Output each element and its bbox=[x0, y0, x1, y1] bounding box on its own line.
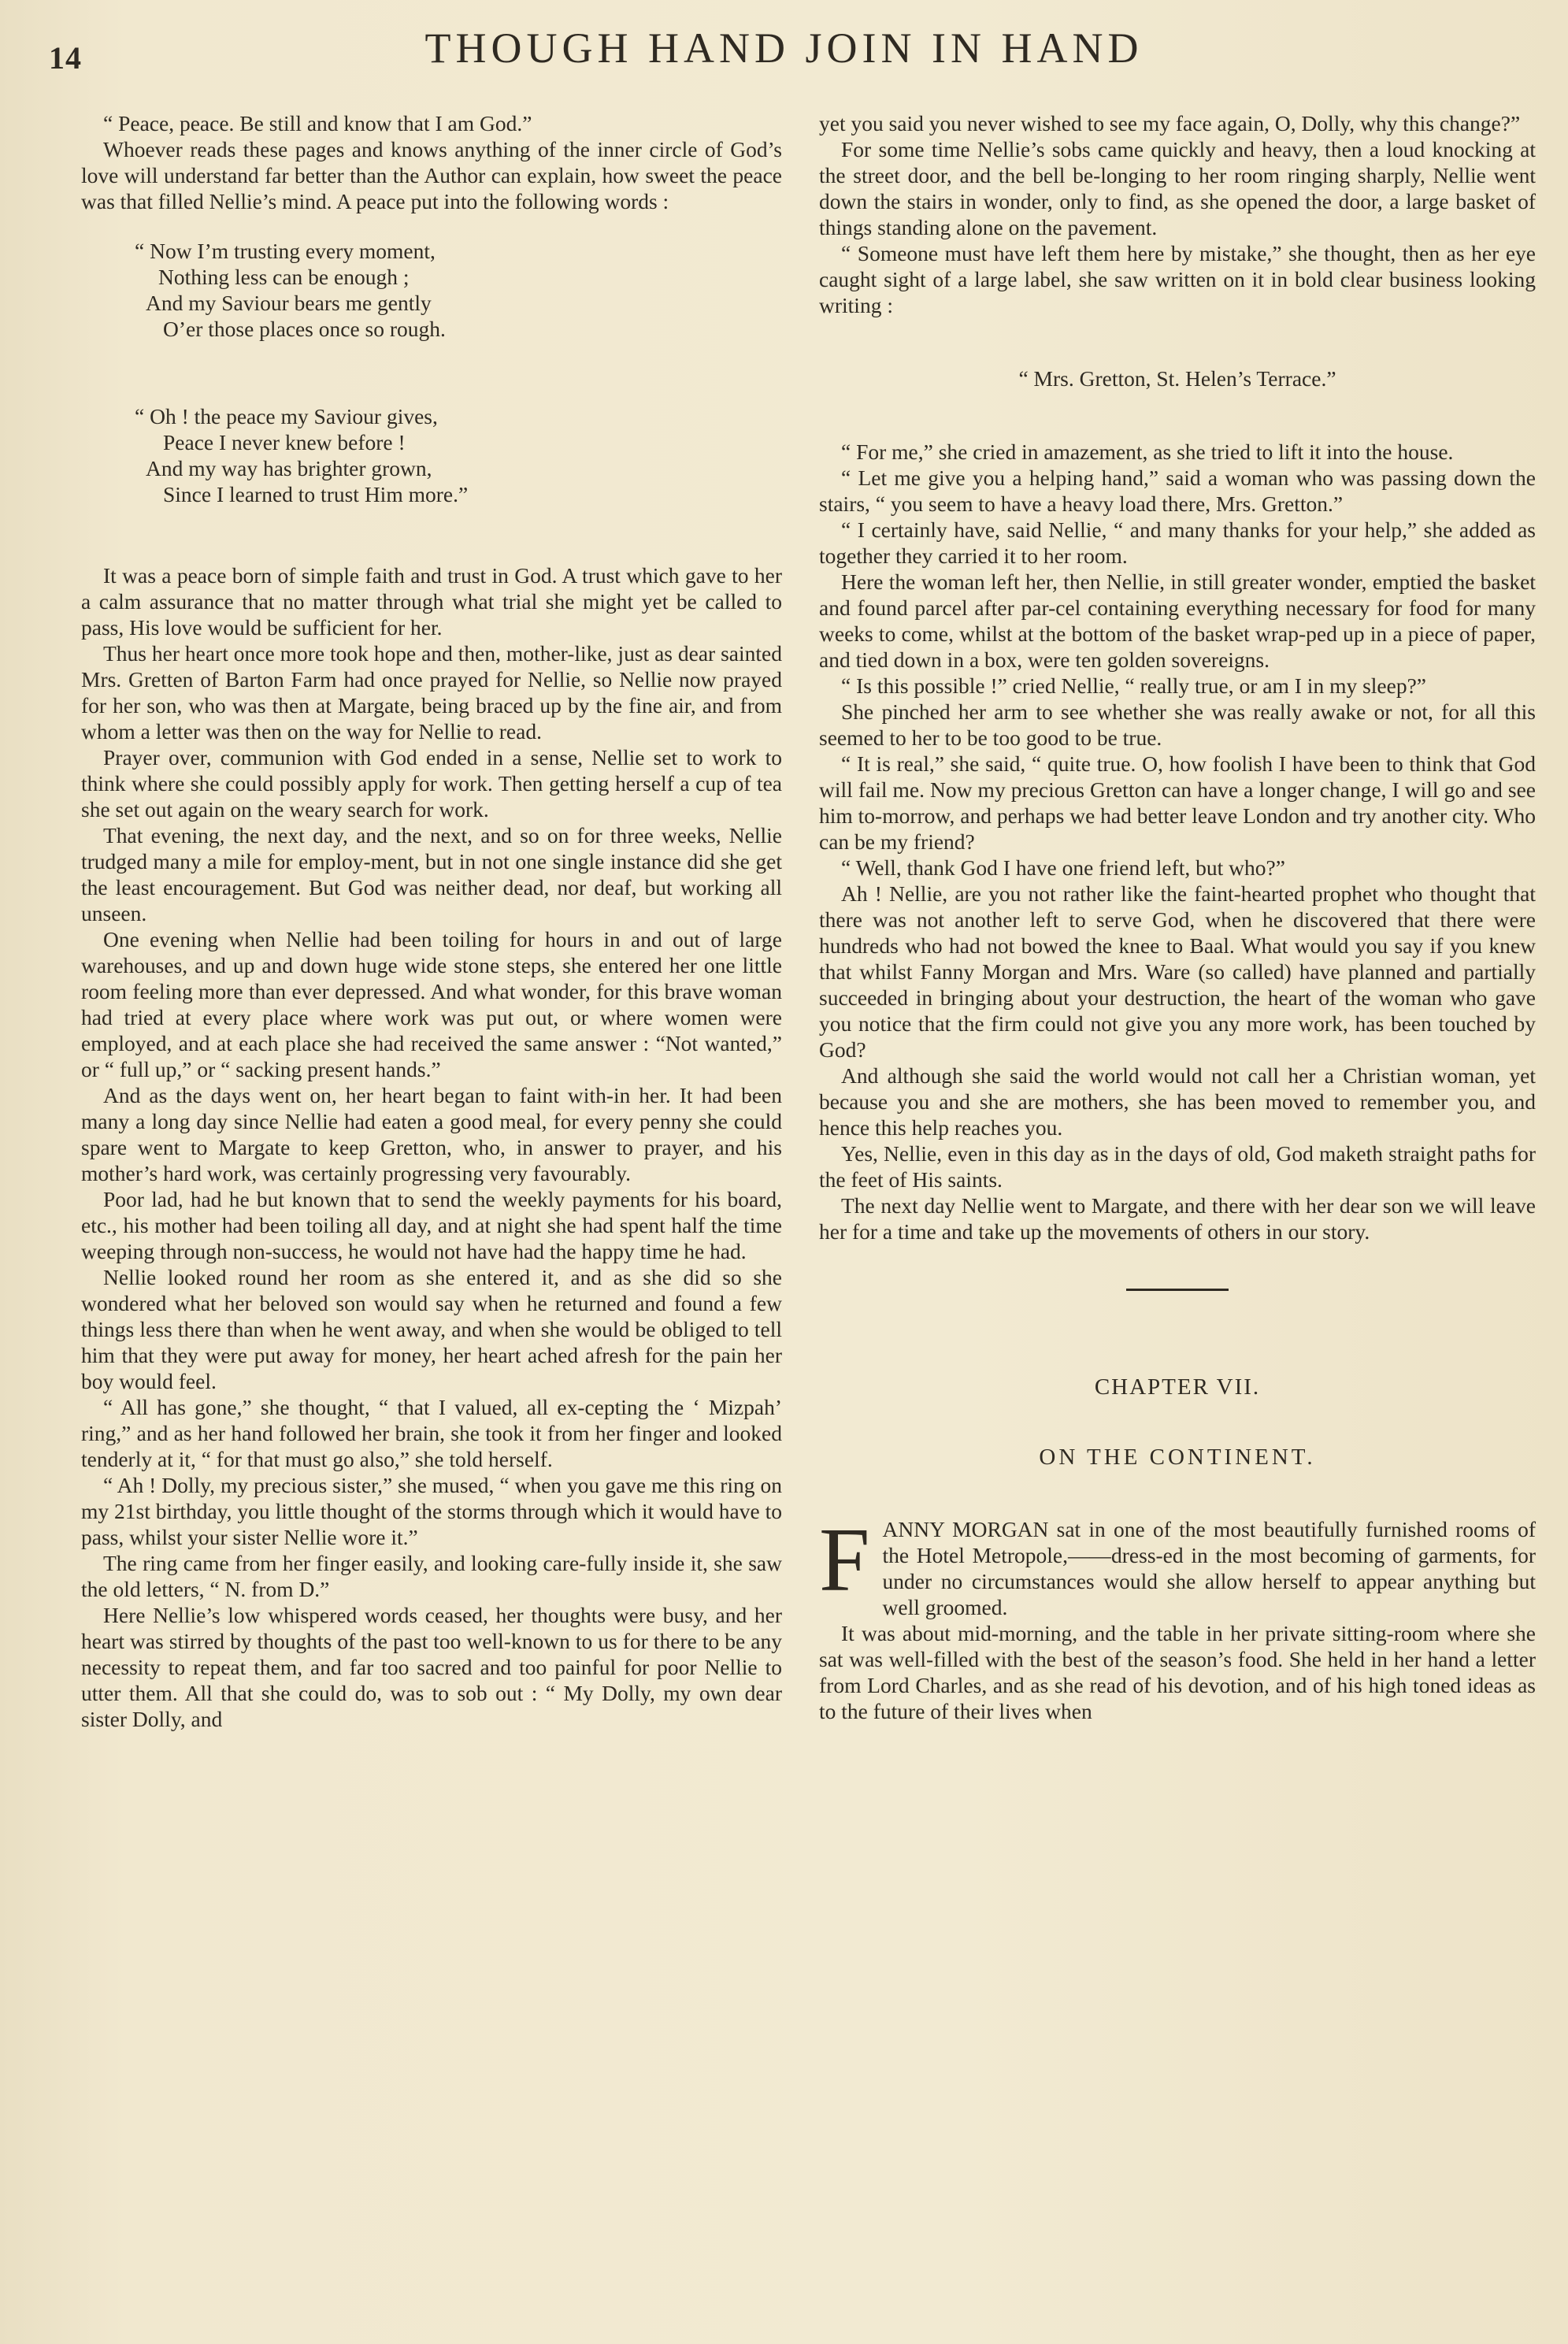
paragraph: Yes, Nellie, even in this day as in the days of old, God maketh straight paths for the feet of His saints. bbox=[819, 1141, 1536, 1192]
paragraph: Here the woman left her, then Nellie, in still greater wonder, emptied the basket and found parcel after par-cel containing everything necessary for food for many weeks to come, whilst at the bottom of the basket wrap-ped up in a piece of paper, and tied down in a box, were ten golden sovereigns. bbox=[819, 569, 1536, 672]
poem-line: “ Oh ! the peace my Saviour gives, bbox=[135, 404, 438, 428]
paragraph: yet you said you never wished to see my face again, O, Dolly, why this change?” bbox=[819, 111, 1521, 135]
paragraph: Thus her heart once more took hope and then, mother-like, just as dear sainted Mrs. Gretten of Barton Farm had once prayed for Nellie, so Nellie now prayed for her son, who was then at Margate, being braced up by the fine air, and from whom a letter was then on the way for Nellie to read. bbox=[81, 641, 782, 744]
paragraph: The next day Nellie went to Margate, and there with her dear son we will leave her for a time and take up the movements of others in our story. bbox=[819, 1193, 1536, 1244]
poem-stanza bbox=[135, 238, 782, 342]
paragraph: “ Let me give you a helping hand,” said a woman who was passing down the stairs, “ you seem to have a heavy load there, Mrs. Gretton.” bbox=[819, 465, 1536, 516]
left-column bbox=[81, 110, 782, 1732]
paragraph: She pinched her arm to see whether she was really awake or not, for all this seemed to her to be too good to be true. bbox=[819, 699, 1536, 750]
paragraph: Prayer over, communion with God ended in a sense, Nellie set to work to think where she could possibly apply for work. Then getting herself a cup of tea she set out again on the weary search for work. bbox=[81, 745, 782, 822]
poem-line: And my way has brighter grown, bbox=[146, 456, 432, 480]
paragraph: Poor lad, had he but known that to send the weekly payments for his board, etc., his mother had been toiling all day, and at night she had spent half the time weeping through non-success, he would not have had the happy time he had. bbox=[81, 1187, 782, 1263]
poem-stanza bbox=[135, 403, 782, 507]
paragraph: It was about mid-morning, and the table in her private sitting-room where she sat was well-filled with the best of the season’s food. She held in her hand a letter from Lord Charles, and as she read of his devotion, and of his high toned ideas as to the future of their lives when bbox=[819, 1621, 1536, 1723]
poem-line: Nothing less can be enough ; bbox=[158, 265, 410, 289]
poem-line: And my Saviour bears me gently bbox=[146, 291, 432, 315]
paragraph-text: ANNY MORGAN sat in one of the most beautifully furnished rooms of the Hotel Metropole,——dress-ed in the most becoming of garments, for under no circumstances would she allow herself to appear anything but well groomed. bbox=[882, 1517, 1536, 1619]
paragraph: “ All has gone,” she thought, “ that I valued, all ex-cepting the ‘ Mizpah’ ring,” and as her hand followed her brain, she took it from her finger and looked tenderly at it, “ for that must go also,” she told herself. bbox=[81, 1395, 782, 1471]
running-title: THOUGH HAND JOIN IN HAND bbox=[424, 24, 1144, 72]
paragraph: “ It is real,” she said, “ quite true. O, how foolish I have been to think that God will fail me. Now my precious Gretton can have a longer change, I will go and see him to-morrow, and perhaps we had better leave London and try another city. Who can be my friend? bbox=[819, 751, 1536, 854]
chapter-subtitle: ON THE CONTINENT. bbox=[1039, 1445, 1316, 1470]
poem-line: Peace I never knew before ! bbox=[163, 430, 406, 454]
section-divider bbox=[1126, 1289, 1229, 1291]
paragraph: Here Nellie’s low whispered words ceased, her thoughts were busy, and her heart was stirred by thoughts of the past too well-known to us for there to be any necessity to repeat them, and far too sacred and too painful for poor Nellie to utter them. All that she could do, was to sob out : “ My Dolly, my own dear sister Dolly, and bbox=[81, 1603, 782, 1731]
poem-line: Since I learned to trust Him more.” bbox=[163, 482, 469, 506]
paragraph: “ Peace, peace. Be still and know that I am God.” bbox=[103, 111, 532, 135]
paragraph: Nellie looked round her room as she entered it, and as she did so she wondered what her beloved son would say when he returned and found a few things less there than when he went away, and when she would be obliged to tell him that they were put away for money, her heart ached afresh for the pain her boy would feel. bbox=[81, 1265, 782, 1393]
paragraph: “ Someone must have left them here by mistake,” she thought, then as her eye caught sight of a large label, she saw written on it in bold clear business looking writing : bbox=[819, 241, 1536, 317]
chapter-opening-paragraph bbox=[819, 1510, 1536, 1620]
paragraph: Whoever reads these pages and knows anything of the inner circle of God’s love will understand far better than the Author can explain, how sweet the peace was that filled Nellie’s mind. A peace put into the following words : bbox=[81, 137, 782, 213]
drop-cap: F bbox=[819, 1510, 870, 1611]
paragraph: “ Ah ! Dolly, my precious sister,” she mused, “ when you gave me this ring on my 21st birthday, you little thought of the storms through which it would have to pass, whilst your sister Nellie wore it.” bbox=[81, 1473, 782, 1549]
paragraph: The ring came from her finger easily, and looking care-fully inside it, she saw the old letters, “ N. from D.” bbox=[81, 1551, 782, 1601]
paragraph: “ Is this possible !” cried Nellie, “ really true, or am I in my sleep?” bbox=[841, 673, 1426, 698]
paragraph: It was a peace born of simple faith and trust in God. A trust which gave to her a calm assurance that no matter through what trial she might yet be called to pass, His love would be sufficient for her. bbox=[81, 563, 782, 640]
label-address: “ Mrs. Gretton, St. Helen’s Terrace.” bbox=[1018, 366, 1336, 391]
poem-line: “ Now I’m trusting every moment, bbox=[135, 239, 436, 263]
page-number: 14 bbox=[49, 40, 82, 76]
right-column bbox=[819, 110, 1536, 1724]
paragraph: “ For me,” she cried in amazement, as she tried to lift it into the house. bbox=[841, 440, 1454, 464]
paragraph: “ I certainly have, said Nellie, “ and many thanks for your help,” she added as together they carried it to her room. bbox=[819, 517, 1536, 568]
paragraph: That evening, the next day, and the next, and so on for three weeks, Nellie trudged many a mile for employ-ment, but in not one single instance did she get the least encouragement. But God was neither dead, nor deaf, but working all unseen. bbox=[81, 823, 782, 925]
paragraph: For some time Nellie’s sobs came quickly and heavy, then a loud knocking at the street door, and the bell be-longing to her room ringing sharply, Nellie went down the stairs in wonder, only to find, as she opened the door, a large basket of things standing alone on the pavement. bbox=[819, 137, 1536, 239]
paragraph: Ah ! Nellie, are you not rather like the faint-hearted prophet who thought that there was not another left to serve God, when he discovered that there were hundreds who had not bowed the knee to Baal. What would you say if you knew that whilst Fanny Morgan and Mrs. Ware (so called) have planned and partially succeeded in bringing about your destruction, the heart of the woman who gave you notice that the firm could not give you any more work, has been touched by God? bbox=[819, 881, 1536, 1062]
paragraph: “ Well, thank God I have one friend left, but who?” bbox=[841, 855, 1285, 880]
paragraph: And as the days went on, her heart began to faint with-in her. It had been many a long day since Nellie had eaten a good meal, for every penny she could spare went to Margate to keep Gretton, who, in answer to prayer, and his mother’s hard work, was certainly progressing very favourably. bbox=[81, 1083, 782, 1185]
paragraph: And although she said the world would not call her a Christian woman, yet because you and she are mothers, she has been moved to remember you, and hence this help reaches you. bbox=[819, 1063, 1536, 1140]
paragraph: One evening when Nellie had been toiling for hours in and out of large warehouses, and up and down huge wide stone steps, she entered her one little room feeling more than ever depressed. And what wonder, for this brave woman had tried at every place where work was put out, or where women were employed, and at each place she had received the same answer : “Not wanted,” or “ full up,” or “ sacking present hands.” bbox=[81, 927, 782, 1081]
chapter-title: CHAPTER VII. bbox=[1094, 1374, 1261, 1400]
poem-line: O’er those places once so rough. bbox=[163, 317, 446, 341]
